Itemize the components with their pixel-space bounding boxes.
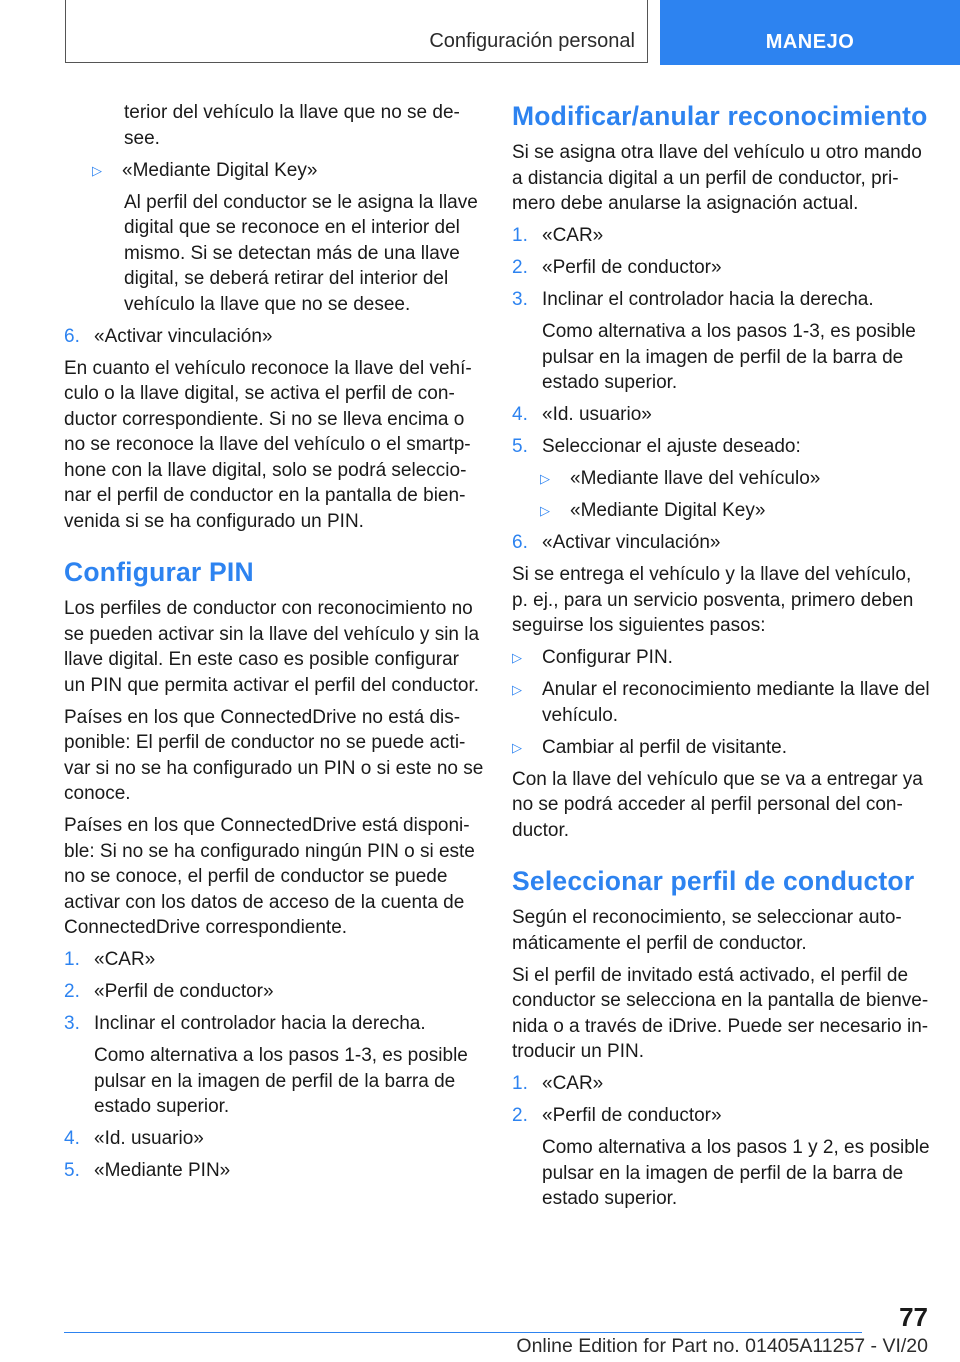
list-item: 3. Inclinar el controlador hacia la derecha.	[64, 1013, 426, 1034]
list-item: 5. Seleccionar el ajuste deseado:	[512, 436, 801, 457]
step-note: Como alternativa a los pasos 1 y 2, es posible pulsar en la imagen de perfil de la barra de estado superior.	[542, 1137, 930, 1209]
paragraph: Si se entrega el vehículo y la llave del vehículo, p. ej., para un servicio posventa, primero deben seguirse los siguientes pasos:	[512, 564, 914, 636]
paragraph: Si se asigna otra llave del vehículo u otro mando a distancia digital a un perfil de conductor, primero debe anularse la asignación actual.	[512, 142, 922, 214]
paragraph: Países en los que ConnectedDrive no está disponible: El perfil de conductor no se puede activar si no se ha configurado un PIN o si este no se conoce.	[64, 706, 484, 804]
paragraph: Países en los que ConnectedDrive está disponible: Si no se ha configurado ningún PIN o si este no se conoce, el perfil de conductor se puede activar con los datos de acceso de la cuenta de ConnectedDrive correspondiente.	[64, 815, 475, 938]
list-item: 4. «Id. usuario»	[64, 1128, 204, 1149]
page-number: 77	[899, 1302, 928, 1332]
bullet-item: ▷ Anular el reconocimiento mediante la llave del vehículo.	[512, 679, 930, 726]
list-item: 1. «CAR»	[512, 225, 604, 246]
right-column	[512, 100, 932, 1218]
continued-text: terior del vehículo la llave que no se desee.	[124, 102, 460, 149]
triangle-bullet-icon: ▷	[512, 739, 522, 755]
list-item: 5. «Mediante PIN»	[64, 1160, 231, 1181]
option-item: ▷ «Mediante llave del vehículo»	[512, 466, 932, 492]
list-item: 3. Inclinar el controlador hacia la derecha.	[512, 289, 874, 310]
option-digital-key-desc: Al perfil del conductor se le asigna la llave digital que se reconoce en el interior del mismo. Si se detectan más de una llave digital, se deberá retirar del interior del vehículo la llave que no se desee.	[124, 191, 478, 315]
section-title: Configuración personal	[429, 30, 635, 52]
heading-modificar: Modificar/anular reconocimiento	[512, 101, 928, 131]
chapter-tab[interactable]: MANEJO	[660, 0, 960, 65]
bullet-item: ▷ Cambiar al perfil de visitante.	[512, 735, 932, 761]
paragraph: Los perfiles de conductor con reconocimiento no se pueden activar sin la llave del vehículo y sin la llave digital. En este caso es posible configurar un PIN que permita activar el perfil del conductor.	[64, 598, 480, 696]
triangle-bullet-icon: ▷	[92, 162, 102, 178]
paragraph: Con la llave del vehículo que se va a entregar ya no se podrá acceder al perfil personal del conductor.	[512, 768, 923, 841]
heading-seleccionar: Seleccionar perfil de conductor	[512, 866, 915, 896]
bullet-item: ▷ Configurar PIN.	[512, 645, 932, 671]
footer-edition: Online Edition for Part no. 01405A11257 - VI/20	[516, 1335, 928, 1357]
list-item: 2. «Perfil de conductor»	[512, 1105, 722, 1126]
list-item: 6. «Activar vinculación»	[64, 325, 273, 347]
heading-configurar-pin: Configurar PIN	[64, 557, 254, 587]
paragraph: Según el reconocimiento, se seleccionar automáticamente el perfil de conductor.	[512, 907, 902, 954]
paragraph: Si el perfil de invitado está activado, el perfil de conductor se selecciona en la pantalla de bienvenida o a través de iDrive. Puede ser necesario introducir un PIN.	[512, 964, 929, 1062]
list-item: 1. «CAR»	[64, 949, 156, 970]
list-item: 1. «CAR»	[512, 1073, 604, 1094]
list-item: 2. «Perfil de conductor»	[512, 257, 722, 278]
triangle-bullet-icon: ▷	[512, 682, 522, 697]
triangle-bullet-icon: ▷	[512, 650, 522, 665]
step-note: Como alternativa a los pasos 1‑3, es posible pulsar en la imagen de perfil de la barra de estado superior.	[542, 321, 916, 393]
triangle-bullet-icon: ▷	[540, 471, 550, 486]
option-item: ▷ «Mediante Digital Key»	[512, 498, 932, 524]
list-item: 4. «Id. usuario»	[512, 404, 652, 425]
triangle-bullet-icon: ▷	[540, 503, 550, 518]
step-note: Como alternativa a los pasos 1‑3, es posible pulsar en la imagen de perfil de la barra de estado superior.	[94, 1045, 468, 1117]
list-item: 6. «Activar vinculación»	[512, 532, 721, 553]
footer-divider	[64, 1332, 862, 1333]
option-digital-key: ▷ «Mediante Digital Key»	[64, 158, 484, 184]
left-column	[64, 100, 484, 1190]
paragraph: En cuanto el vehículo reconoce la llave del vehículo o la llave digital, se activa el perfil de conductor correspondiente. Si no se lleva encima o no se reconoce la llave del vehículo o el smartphone con la llave digital, solo se podrá seleccionar el perfil de conductor en la pantalla de bienvenida si se ha configurado un PIN.	[64, 357, 472, 532]
list-item: 2. «Perfil de conductor»	[64, 981, 274, 1002]
